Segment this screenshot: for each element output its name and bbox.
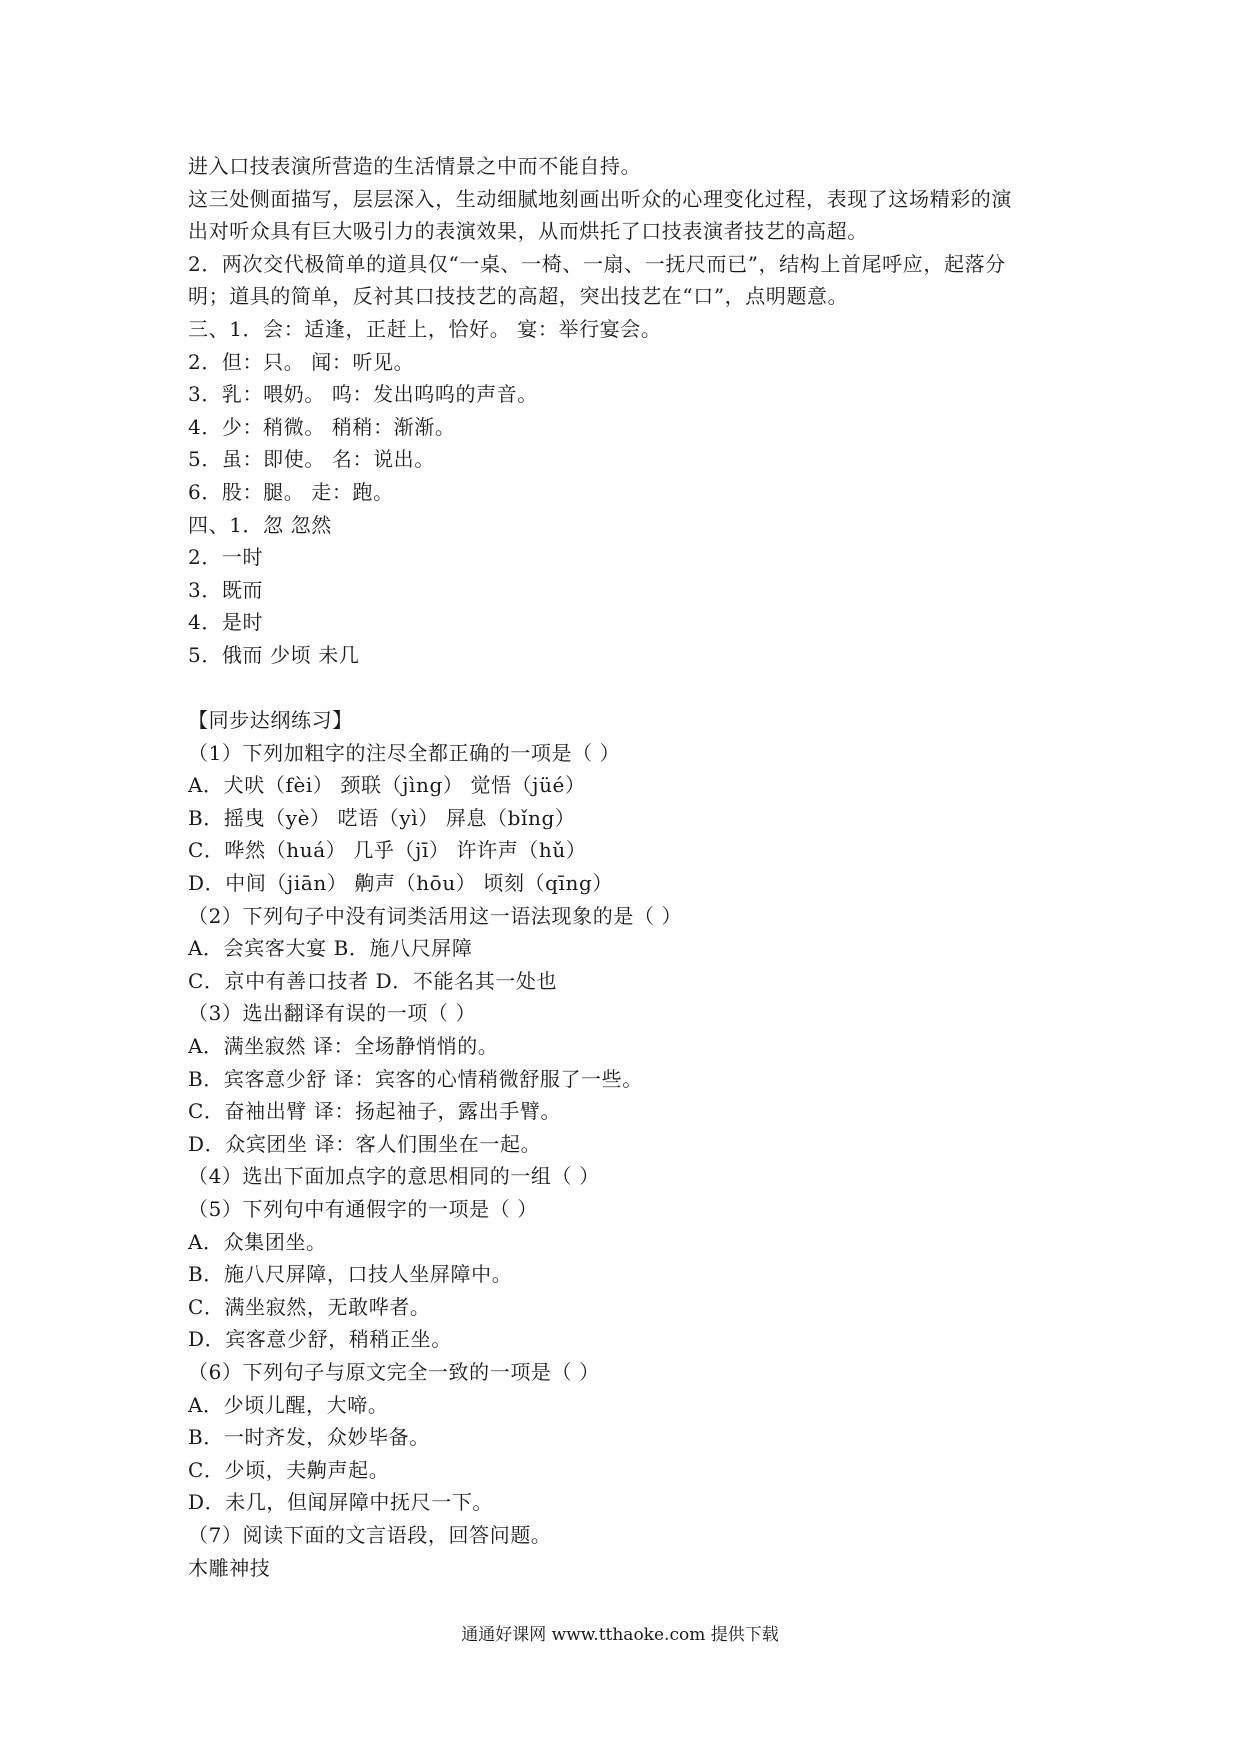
question-line: （1）下列加粗字的注尽全都正确的一项是（ ） [188, 740, 621, 765]
text-line: 明；道具的简单，反衬其口技技艺的高超，突出技艺在“口”，点明题意。 [188, 284, 849, 309]
section-heading: 【同步达纲练习】 [188, 708, 353, 733]
option-line: C．哗然（huá） 几乎（jī） 许许声（hǔ） [188, 838, 587, 863]
option-line: B．施八尺屏障，口技人坐屏障中。 [188, 1262, 513, 1287]
passage-title: 木雕神技 [188, 1555, 271, 1580]
text-line: 这三处侧面描写，层层深入，生动细腻地刻画出听众的心理变化过程，表现了这场精彩的演 [188, 186, 1012, 211]
option-line: C．京中有善口技者 D．不能名其一处也 [188, 968, 558, 993]
exercise-section [188, 704, 1068, 1584]
answer-section [188, 150, 1068, 672]
option-line: C．少顷，夫齁声起。 [188, 1457, 390, 1482]
question-line: （4）选出下面加点字的意思相同的一组（ ） [188, 1164, 600, 1189]
option-line: A．会宾客大宴 B．施八尺屏障 [188, 936, 473, 961]
option-line: D．中间（jiān） 齁声（hōu） 顷刻（qīng） [188, 871, 614, 896]
question-line: （6）下列句子与原文完全一致的一项是（ ） [188, 1359, 600, 1384]
text-line: 进入口技表演所营造的生活情景之中而不能自持。 [188, 154, 642, 178]
text-line: 2．一时 [188, 545, 264, 570]
text-line: 5．俄而 少顷 未几 [188, 642, 360, 667]
option-line: D．未几，但闻屏障中抚尺一下。 [188, 1490, 494, 1515]
text-line: 2．两次交代极简单的道具仅“一桌、一椅、一扇、一抚尺而已”，结构上首尾呼应，起落分 [188, 251, 1006, 276]
question-line: （3）选出翻译有误的一项（ ） [188, 1001, 477, 1026]
option-line: D．众宾团坐 译：客人们围坐在一起。 [188, 1131, 542, 1156]
text-line: 5．虽：即使。 名：说出。 [188, 447, 435, 472]
text-line: 6．股：腿。 走：跑。 [188, 479, 394, 504]
document-body [188, 150, 1068, 1584]
text-line: 3．既而 [188, 577, 264, 602]
option-line: A．少顷儿醒，大啼。 [188, 1392, 389, 1417]
text-line: 4．少：稍微。 稍稍：渐渐。 [188, 414, 456, 439]
question-line: （7）阅读下面的文言语段，回答问题。 [188, 1522, 552, 1547]
option-line: B．一时齐发，众妙毕备。 [188, 1425, 430, 1450]
text-line: 四、1．忽 忽然 [188, 512, 332, 537]
page-footer: 通通好课网 www.tthaoke.com 提供下载 [461, 1625, 779, 1645]
text-line: 出对听众具有巨大吸引力的表演效果，从而烘托了口技表演者技艺的高超。 [188, 219, 868, 244]
option-line: C．满坐寂然，无敢哗者。 [188, 1294, 431, 1319]
text-line: 三、1．会：适逢，正赶上，恰好。 宴：举行宴会。 [188, 316, 662, 341]
question-line: （2）下列句子中没有词类活用这一语法现象的是（ ） [188, 903, 683, 928]
option-line: B．宾客意少舒 译：宾客的心情稍微舒服了一些。 [188, 1066, 643, 1091]
question-line: （5）下列句中有通假字的一项是（ ） [188, 1197, 538, 1221]
blank-line [188, 672, 1068, 705]
option-line: A．满坐寂然 译：全场静悄悄的。 [188, 1034, 499, 1059]
option-line: B．摇曳（yè） 呓语（yì） 屏息（bǐng） [188, 805, 576, 830]
text-line: 3．乳：喂奶。 呜：发出呜呜的声音。 [188, 382, 538, 407]
option-line: A．众集团坐。 [188, 1229, 327, 1254]
option-line: A．犬吠（fèi） 颈联（jìng） 觉悟（jüé） [188, 773, 586, 798]
option-line: C．奋袖出臂 译：扬起袖子，露出手臂。 [188, 1099, 562, 1124]
text-line: 2．但：只。 闻：听见。 [188, 349, 415, 374]
option-line: D．宾客意少舒，稍稍正坐。 [188, 1327, 452, 1352]
text-line: 4．是时 [188, 610, 264, 635]
